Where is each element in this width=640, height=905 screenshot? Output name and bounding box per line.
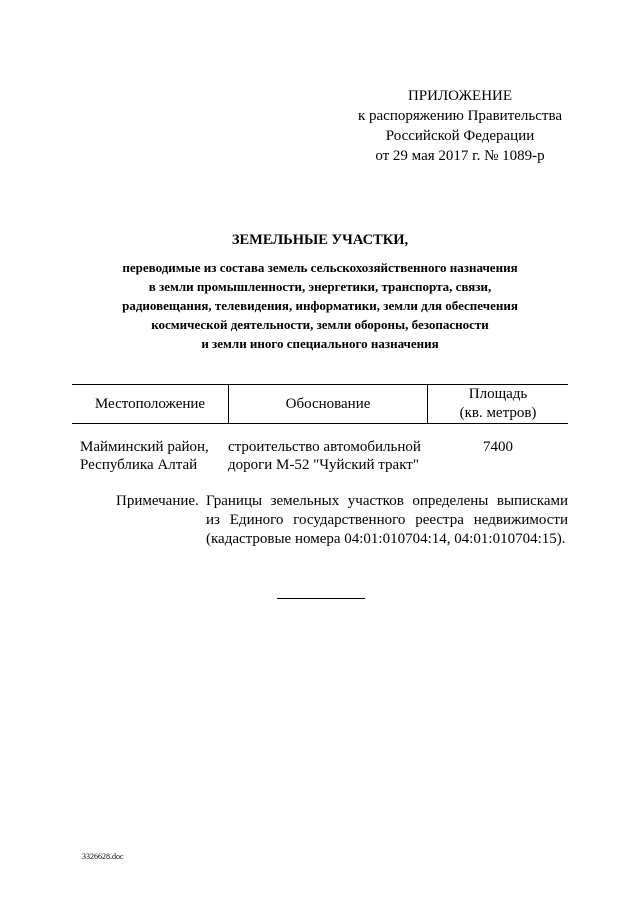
row-area: 7400 xyxy=(483,439,513,455)
subtitle-line-1: переводимые из состава земель сельскохозяйственного назначения xyxy=(122,260,518,275)
footer-filename: 3326628.doc xyxy=(82,852,124,861)
header-area-line-1: Площадь xyxy=(468,386,528,402)
table-header xyxy=(72,384,568,424)
row-location xyxy=(80,438,209,474)
table-row xyxy=(72,438,568,478)
subtitle-line-2: в земли промышленности, энергетики, транспорта, связи, xyxy=(148,279,492,294)
note-line-1: Границы земельных участков определены выписками xyxy=(206,493,568,509)
subtitle-line-5: и земли иного специального назначения xyxy=(201,336,439,351)
row-basis-line-2: дороги М-52 "Чуйский тракт" xyxy=(228,457,419,473)
row-basis xyxy=(228,438,421,474)
header-area-line-2: (кв. метров) xyxy=(459,405,537,421)
row-location-line-2: Республика Алтай xyxy=(80,457,198,473)
appendix-line-3: от 29 мая 2017 г. № 1089-р xyxy=(375,148,545,164)
note-line-3: (кадастровые номера 04:01:010704:14, 04:01:010704:15). xyxy=(206,531,566,547)
header-area xyxy=(428,385,568,423)
appendix-line-1: к распоряжению Правительства xyxy=(357,108,562,124)
row-basis-line-1: строительство автомобильной xyxy=(228,439,421,455)
subtitle-line-3: радиовещания, телевидения, информатики, земли для обеспечения xyxy=(122,298,518,313)
header-basis: Обоснование xyxy=(285,395,371,412)
header-location: Местоположение xyxy=(94,395,206,412)
appendix-line-2: Российской Федерации xyxy=(385,128,535,144)
end-separator xyxy=(277,598,365,599)
appendix-block xyxy=(340,86,580,166)
appendix-title: ПРИЛОЖЕНИЕ xyxy=(407,88,513,104)
subtitle-line-4: космической деятельности, земли обороны, безопасности xyxy=(151,317,489,332)
note-label: Примечание. xyxy=(116,493,199,509)
row-location-line-1: Майминский район, xyxy=(80,439,209,455)
note-text xyxy=(206,492,568,549)
document-title: ЗЕМЕЛЬНЫЕ УЧАСТКИ, xyxy=(231,232,409,248)
note-line-2: из Единого государственного реестра недвижимости xyxy=(206,512,568,528)
land-plots-table xyxy=(72,384,568,478)
document-subtitle xyxy=(60,258,580,353)
